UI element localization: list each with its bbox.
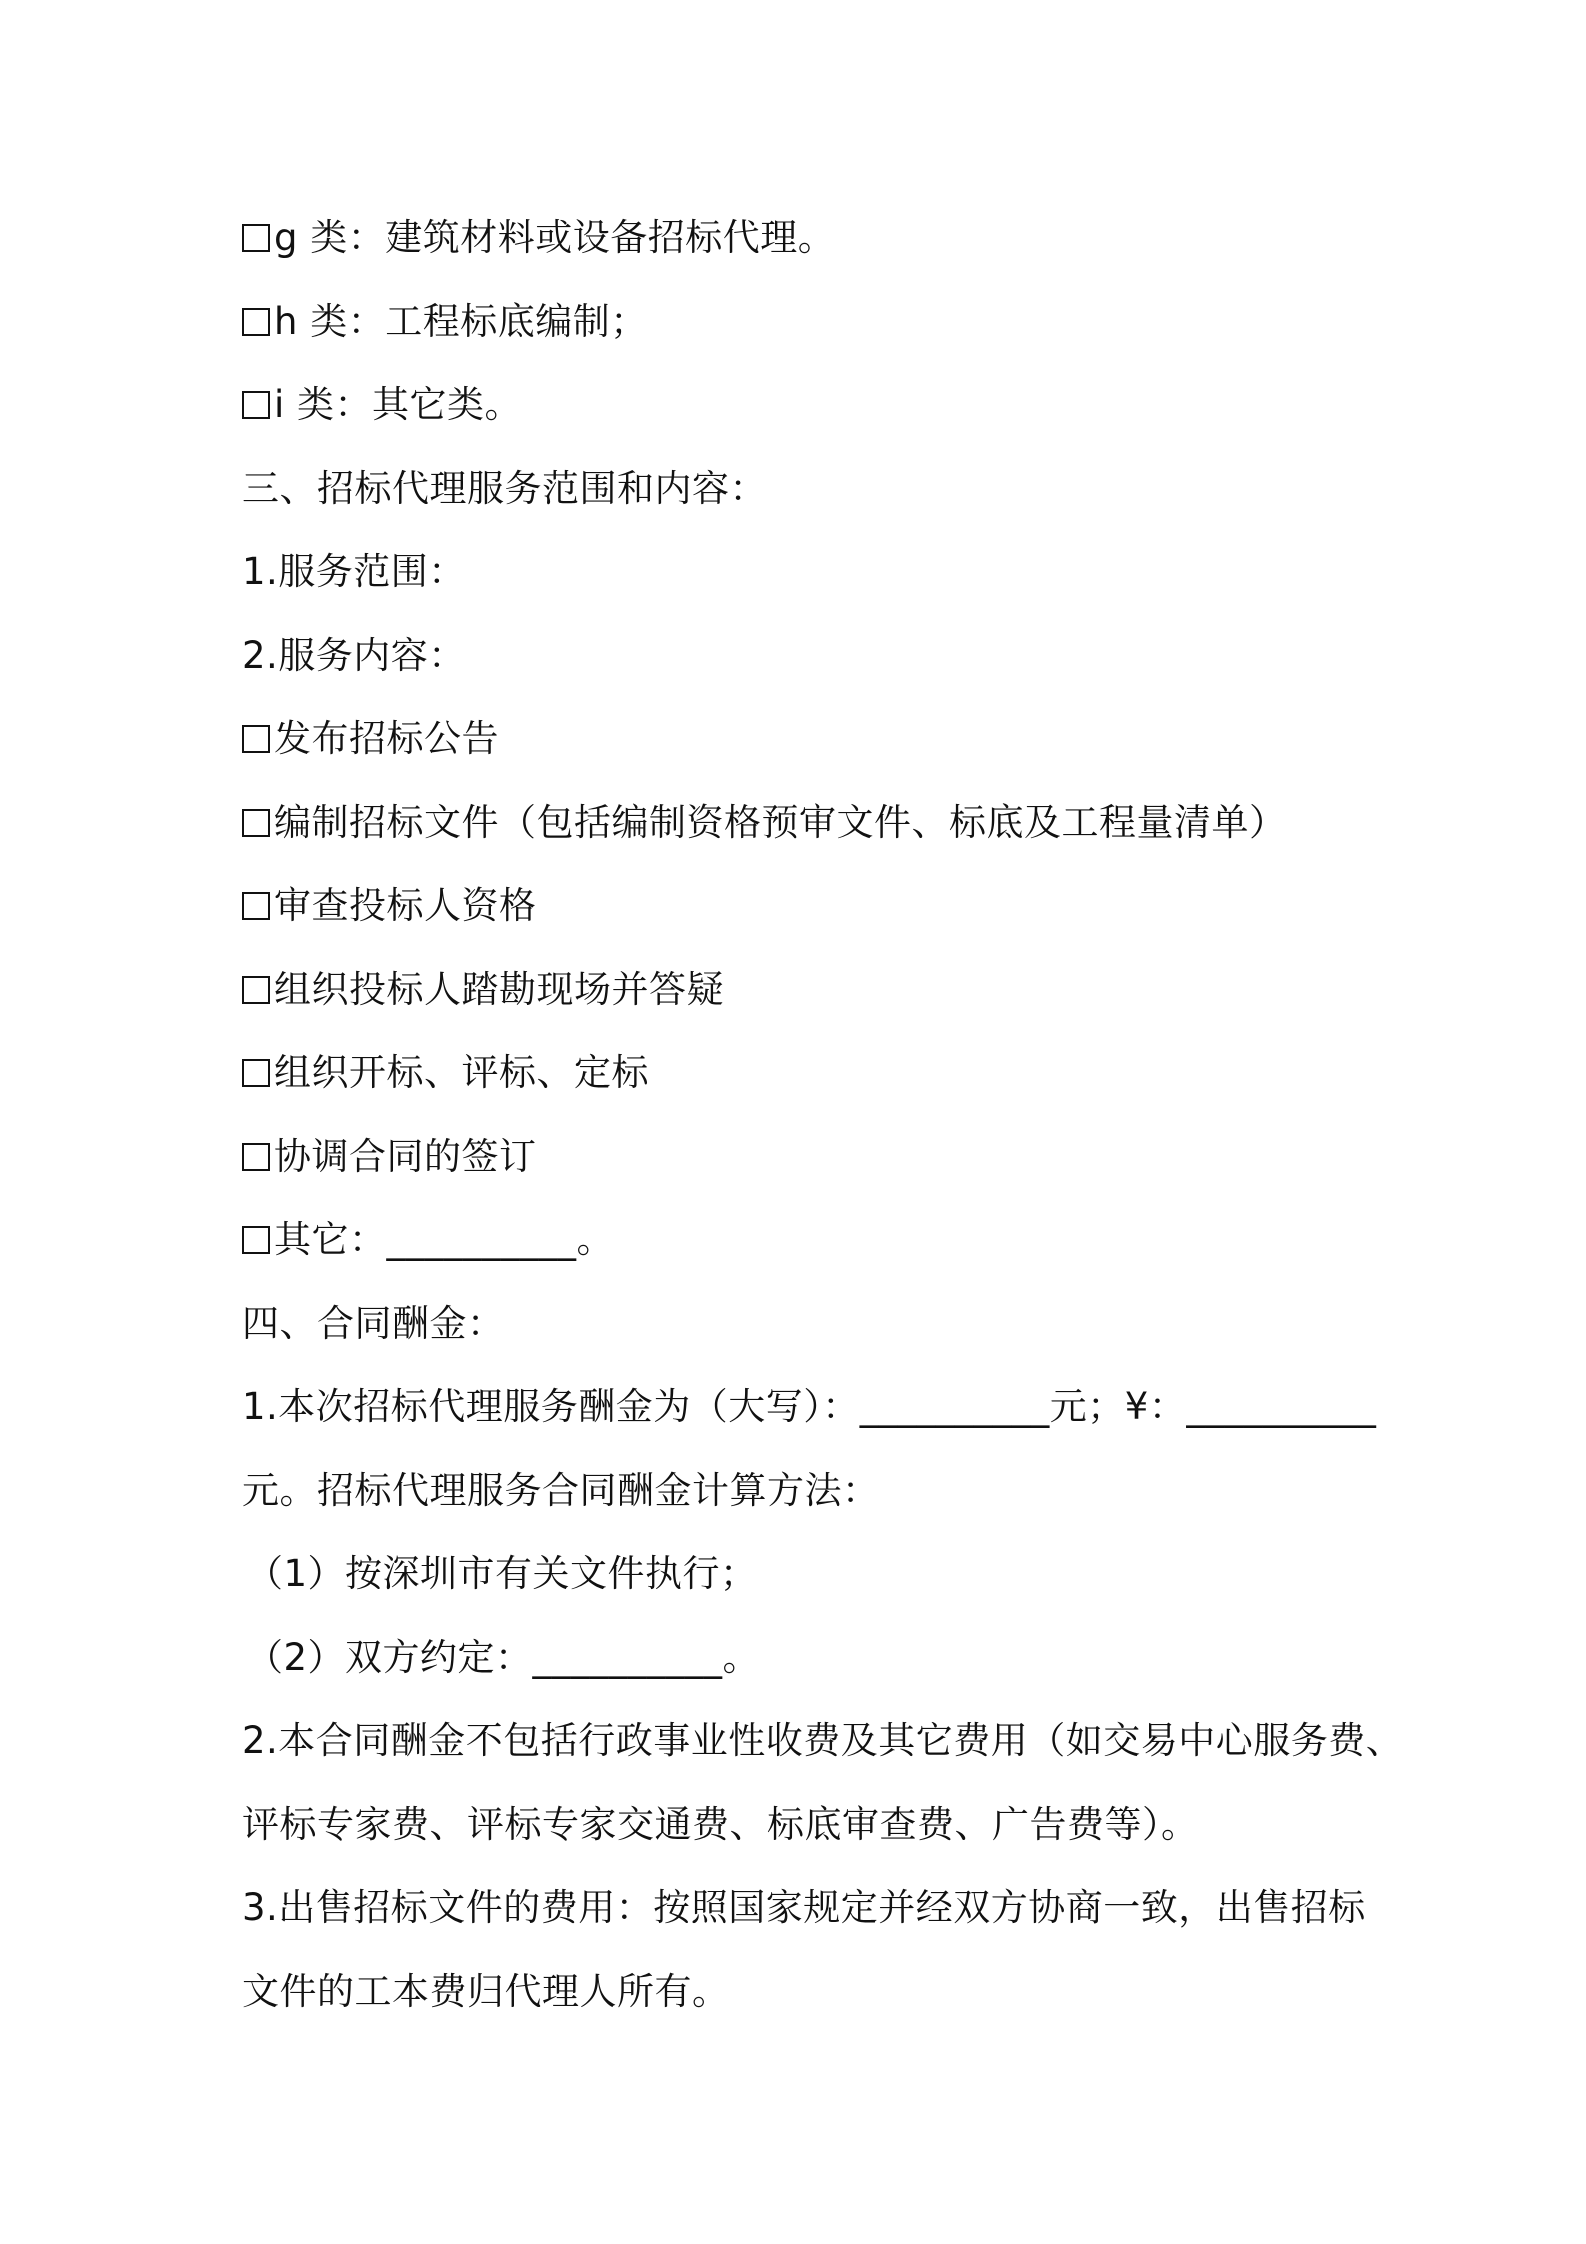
checkbox-site-visit[interactable] [242,976,270,1004]
fee-clause-2-cont: 评标专家费、评标专家交通费、标底审查费、广告费等）。 [242,1802,1199,1846]
option-line-g [242,196,1392,280]
option-h-text: h 类：工程标底编制； [274,299,648,343]
checkbox-bid-evaluation[interactable] [242,1059,270,1087]
fee-clause-2: 2.本合同酬金不包括行政事业性收费及其它费用（如交易中心服务费、 [242,1719,1404,1762]
checkbox-i[interactable] [242,391,270,419]
service-item-other [242,1198,1392,1282]
option-line-h [242,280,1392,364]
service-item-qualification-text: 审查投标人资格 [274,884,537,927]
service-item-site-visit-text: 组织投标人踏勘现场并答疑 [274,967,724,1011]
option-line-i [242,363,1392,447]
service-item-documents-text: 编制招标文件（包括编制资格预审文件、标底及工程量清单） [274,800,1287,844]
fee-clause-1: 1.本次招标代理服务酬金为（大写）：__________元；¥：__________ [242,1385,1377,1428]
service-item-announcement [242,697,1392,781]
service-item-contract-text: 协调合同的签订 [274,1134,537,1178]
checkbox-h[interactable] [242,308,270,336]
service-item-documents [242,781,1392,865]
service-item-site-visit [242,948,1392,1032]
document-body [242,196,1404,2033]
service-content-label: 2.服务内容： [242,633,466,677]
checkbox-documents[interactable] [242,809,270,837]
service-item-bid-evaluation [242,1031,1392,1115]
service-scope-label: 1.服务范围： [242,550,466,593]
service-item-other-text: 其它：__________。 [274,1218,614,1261]
option-g-text: g 类：建筑材料或设备招标代理。 [274,216,836,259]
service-item-bid-evaluation-text: 组织开标、评标、定标 [274,1051,649,1094]
fee-clause-1-cont: 元。招标代理服务合同酬金计算方法： [242,1468,880,1512]
section-heading-3: 三、招标代理服务范围和内容： [242,466,767,510]
service-item-announcement-text: 发布招标公告 [274,717,499,760]
fee-clause-3-cont: 文件的工本费归代理人所有。 [242,1969,730,2013]
checkbox-qualification[interactable] [242,892,270,920]
service-item-qualification [242,864,1392,948]
checkbox-g[interactable] [242,224,270,252]
fee-method-1: （1）按深圳市有关文件执行； [246,1552,758,1595]
section-heading-4: 四、合同酬金： [242,1301,505,1345]
service-item-contract [242,1115,1392,1199]
fee-clause-3: 3.出售招标文件的费用：按照国家规定并经双方协商一致，出售招标 [242,1886,1366,1929]
checkbox-contract[interactable] [242,1143,270,1171]
option-i-text: i 类：其它类。 [274,383,523,426]
fee-method-2: （2）双方约定：__________。 [246,1635,761,1679]
checkbox-announcement[interactable] [242,725,270,753]
checkbox-other[interactable] [242,1226,270,1254]
